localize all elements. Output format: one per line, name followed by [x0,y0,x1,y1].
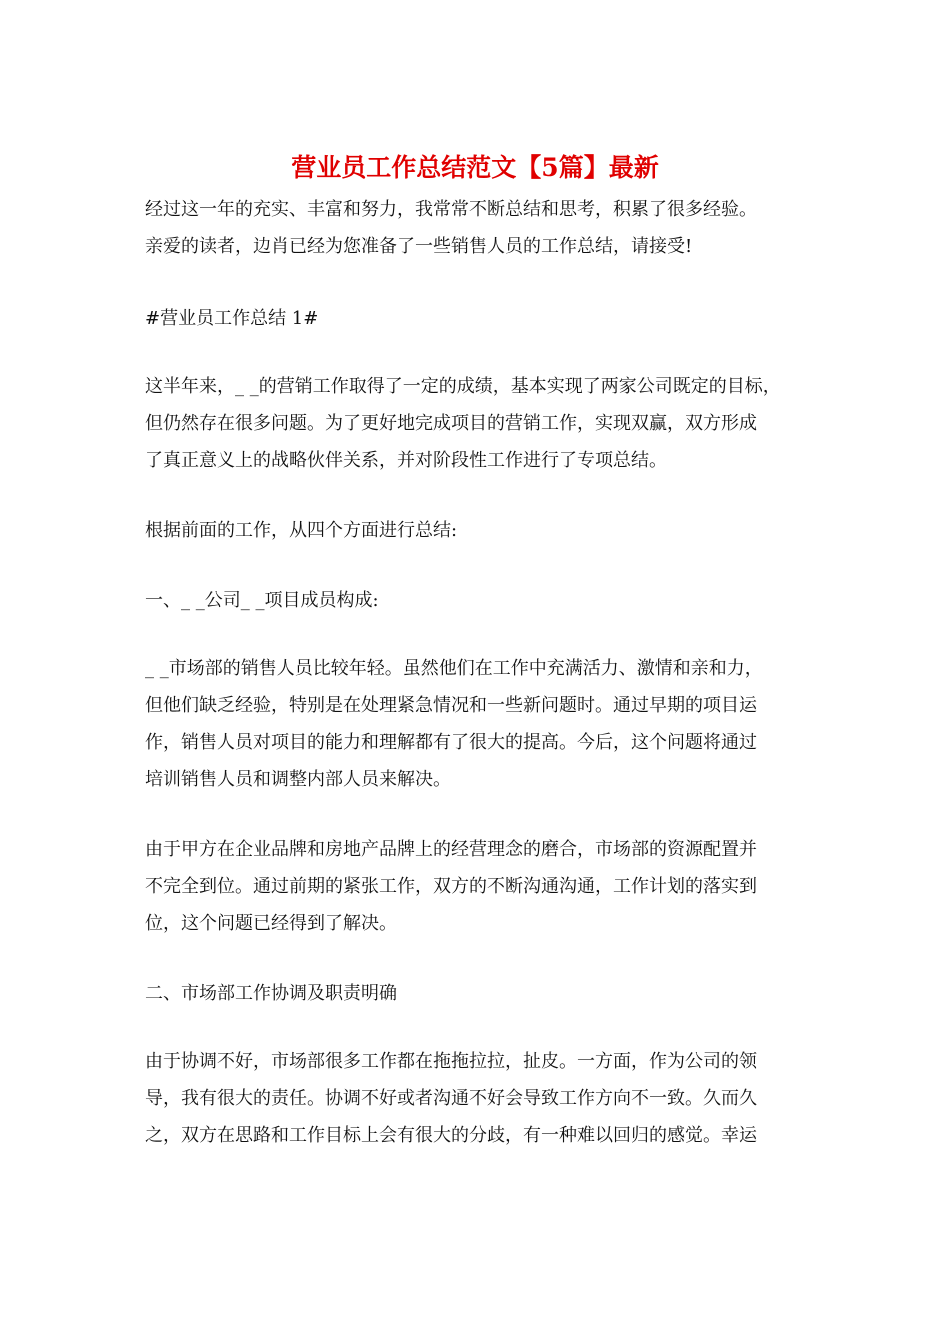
paragraph-4-line-1: 由于甲方在企业品牌和房地产品牌上的经营理念的磨合，市场部的资源配置并 [145,839,757,860]
paragraph-2-line-1: 根据前面的工作，从四个方面进行总结: [145,520,458,541]
paragraph-5-line-3: 之，双方在思路和工作目标上会有很大的分歧，有一种难以回归的感觉。幸运 [145,1125,757,1146]
paragraph-5-line-1: 由于协调不好，市场部很多工作都在拖拖拉拉，扯皮。一方面，作为公司的领 [145,1051,757,1072]
intro-line-2: 亲爱的读者，边肖已经为您准备了一些销售人员的工作总结，请接受! [145,236,693,257]
paragraph-3-line-4: 培训销售人员和调整内部人员来解决。 [145,769,451,790]
paragraph-3-line-3: 作，销售人员对项目的能力和理解都有了很大的提高。今后，这个问题将通过 [145,732,757,753]
paragraph-3-line-2: 但他们缺乏经验，特别是在处理紧急情况和一些新问题时。通过早期的项目运 [145,695,757,716]
intro-line-1: 经过这一年的充实、丰富和努力，我常常不断总结和思考，积累了很多经验。 [145,199,757,220]
paragraph-3-line-1: _ _市场部的销售人员比较年轻。虽然他们在工作中充满活力、激情和亲和力， [145,658,763,679]
paragraph-1-line-3: 了真正意义上的战略伙伴关系，并对阶段性工作进行了专项总结。 [145,450,667,471]
document-title: 营业员工作总结范文【5篇】最新 [291,153,659,182]
paragraph-4-line-3: 位，这个问题已经得到了解决。 [145,913,397,934]
paragraph-1-line-1: 这半年来，_ _的营销工作取得了一定的成绩，基本实现了两家公司既定的目标， [145,376,781,397]
paragraph-5-line-2: 导，我有很大的责任。协调不好或者沟通不好会导致工作方向不一致。久而久 [145,1088,757,1109]
subheading-1: 一、_ _公司_ _项目成员构成: [145,590,379,611]
paragraph-4-line-2: 不完全到位。通过前期的紧张工作，双方的不断沟通沟通，工作计划的落实到 [145,876,757,897]
section-heading-1: #营业员工作总结 1# [145,308,319,329]
subheading-2: 二、市场部工作协调及职责明确 [145,983,397,1004]
paragraph-1-line-2: 但仍然存在很多问题。为了更好地完成项目的营销工作，实现双赢，双方形成 [145,413,757,434]
